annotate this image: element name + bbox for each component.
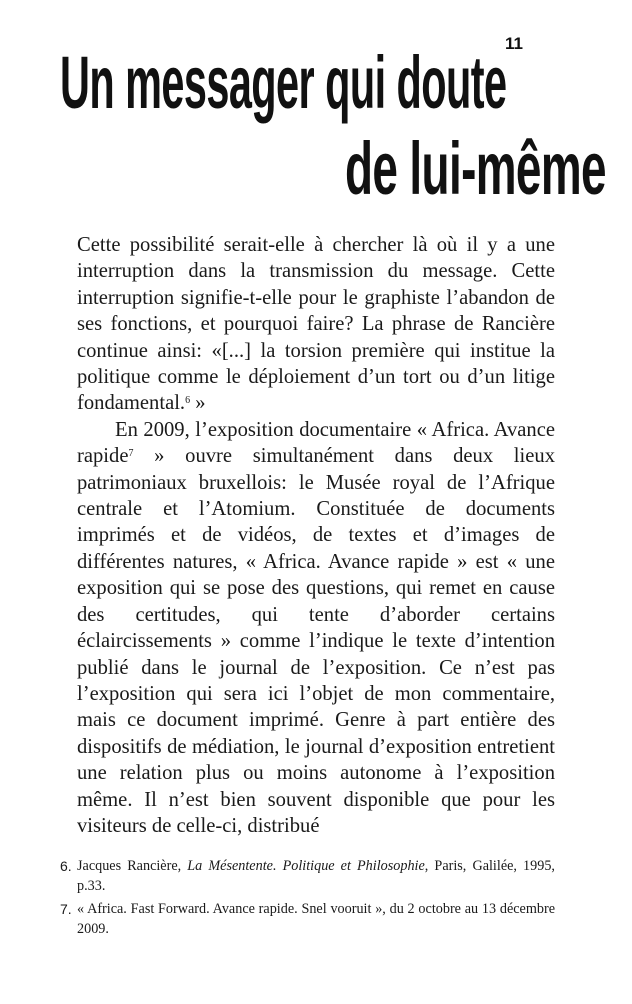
page-number: 11 <box>505 34 523 53</box>
footnote-7 <box>60 900 555 939</box>
footnote-ref-6: 6 <box>185 395 191 407</box>
title-line-2: de lui-même <box>345 127 606 210</box>
footnote-6 <box>60 857 555 896</box>
text-segment: En 2009, l’exposition documentaire « Africa. Avance rapide <box>77 418 555 468</box>
text-segment: Cette possibilité serait-elle à chercher là où il y a une interruption dans la transmission du message. Cette interruption signifie-t-elle pour le graphiste l’abandon de ses fonctions, et pourquoi faire? La phrase de Rancière continue ainsi: «[...] la torsion première qui institue la politique comme le déploiement d’un tort ou d’un litige fondamental. <box>77 234 555 415</box>
footnote-italic-title: La Mésentente. Politique et Philosophie <box>187 858 425 874</box>
body-text <box>77 232 555 839</box>
footnote-number: 6. <box>60 858 72 874</box>
paragraph-2 <box>77 417 555 840</box>
footnotes <box>60 857 555 943</box>
footnote-number: 7. <box>60 901 72 917</box>
text-segment: » <box>190 392 206 415</box>
paragraph-1 <box>77 232 555 417</box>
footnote-text: , Paris, Galilée, 1995, p.33. <box>77 858 555 894</box>
title-line-1: Un messager qui doute <box>60 41 507 124</box>
text-segment: » ouvre simultanément dans deux lieux patrimoniaux bruxellois: le Musée royal de l’Afrique centrale et l’Atomium. Constituée de documents imprimés et de vidéos, de textes et d’images de différentes natures, « Africa. Avance rapide » est « une exposition qui se pose des questions, qui remet en cause des certitudes, qui tente d’aborder certains éclaircissements » comme l’indique le texte d’intention publié dans le journal de l’exposition. Ce n’est pas l’exposition qui sera ici l’objet de mon commentaire, mais ce document imprimé. Genre à part entière des dispositifs de médiation, le journal d’exposition entretient une relation plus ou moins autonome à l’exposition même. Il n’est bien souvent disponible que pour les visiteurs de celle-ci, distribué <box>77 445 555 837</box>
footnote-text: Jacques Rancière, <box>77 858 188 874</box>
footnote-text: « Africa. Fast Forward. Avance rapide. Snel vooruit », du 2 octobre au 13 décembre 2009. <box>77 901 555 937</box>
footnote-ref-7: 7 <box>128 448 134 460</box>
